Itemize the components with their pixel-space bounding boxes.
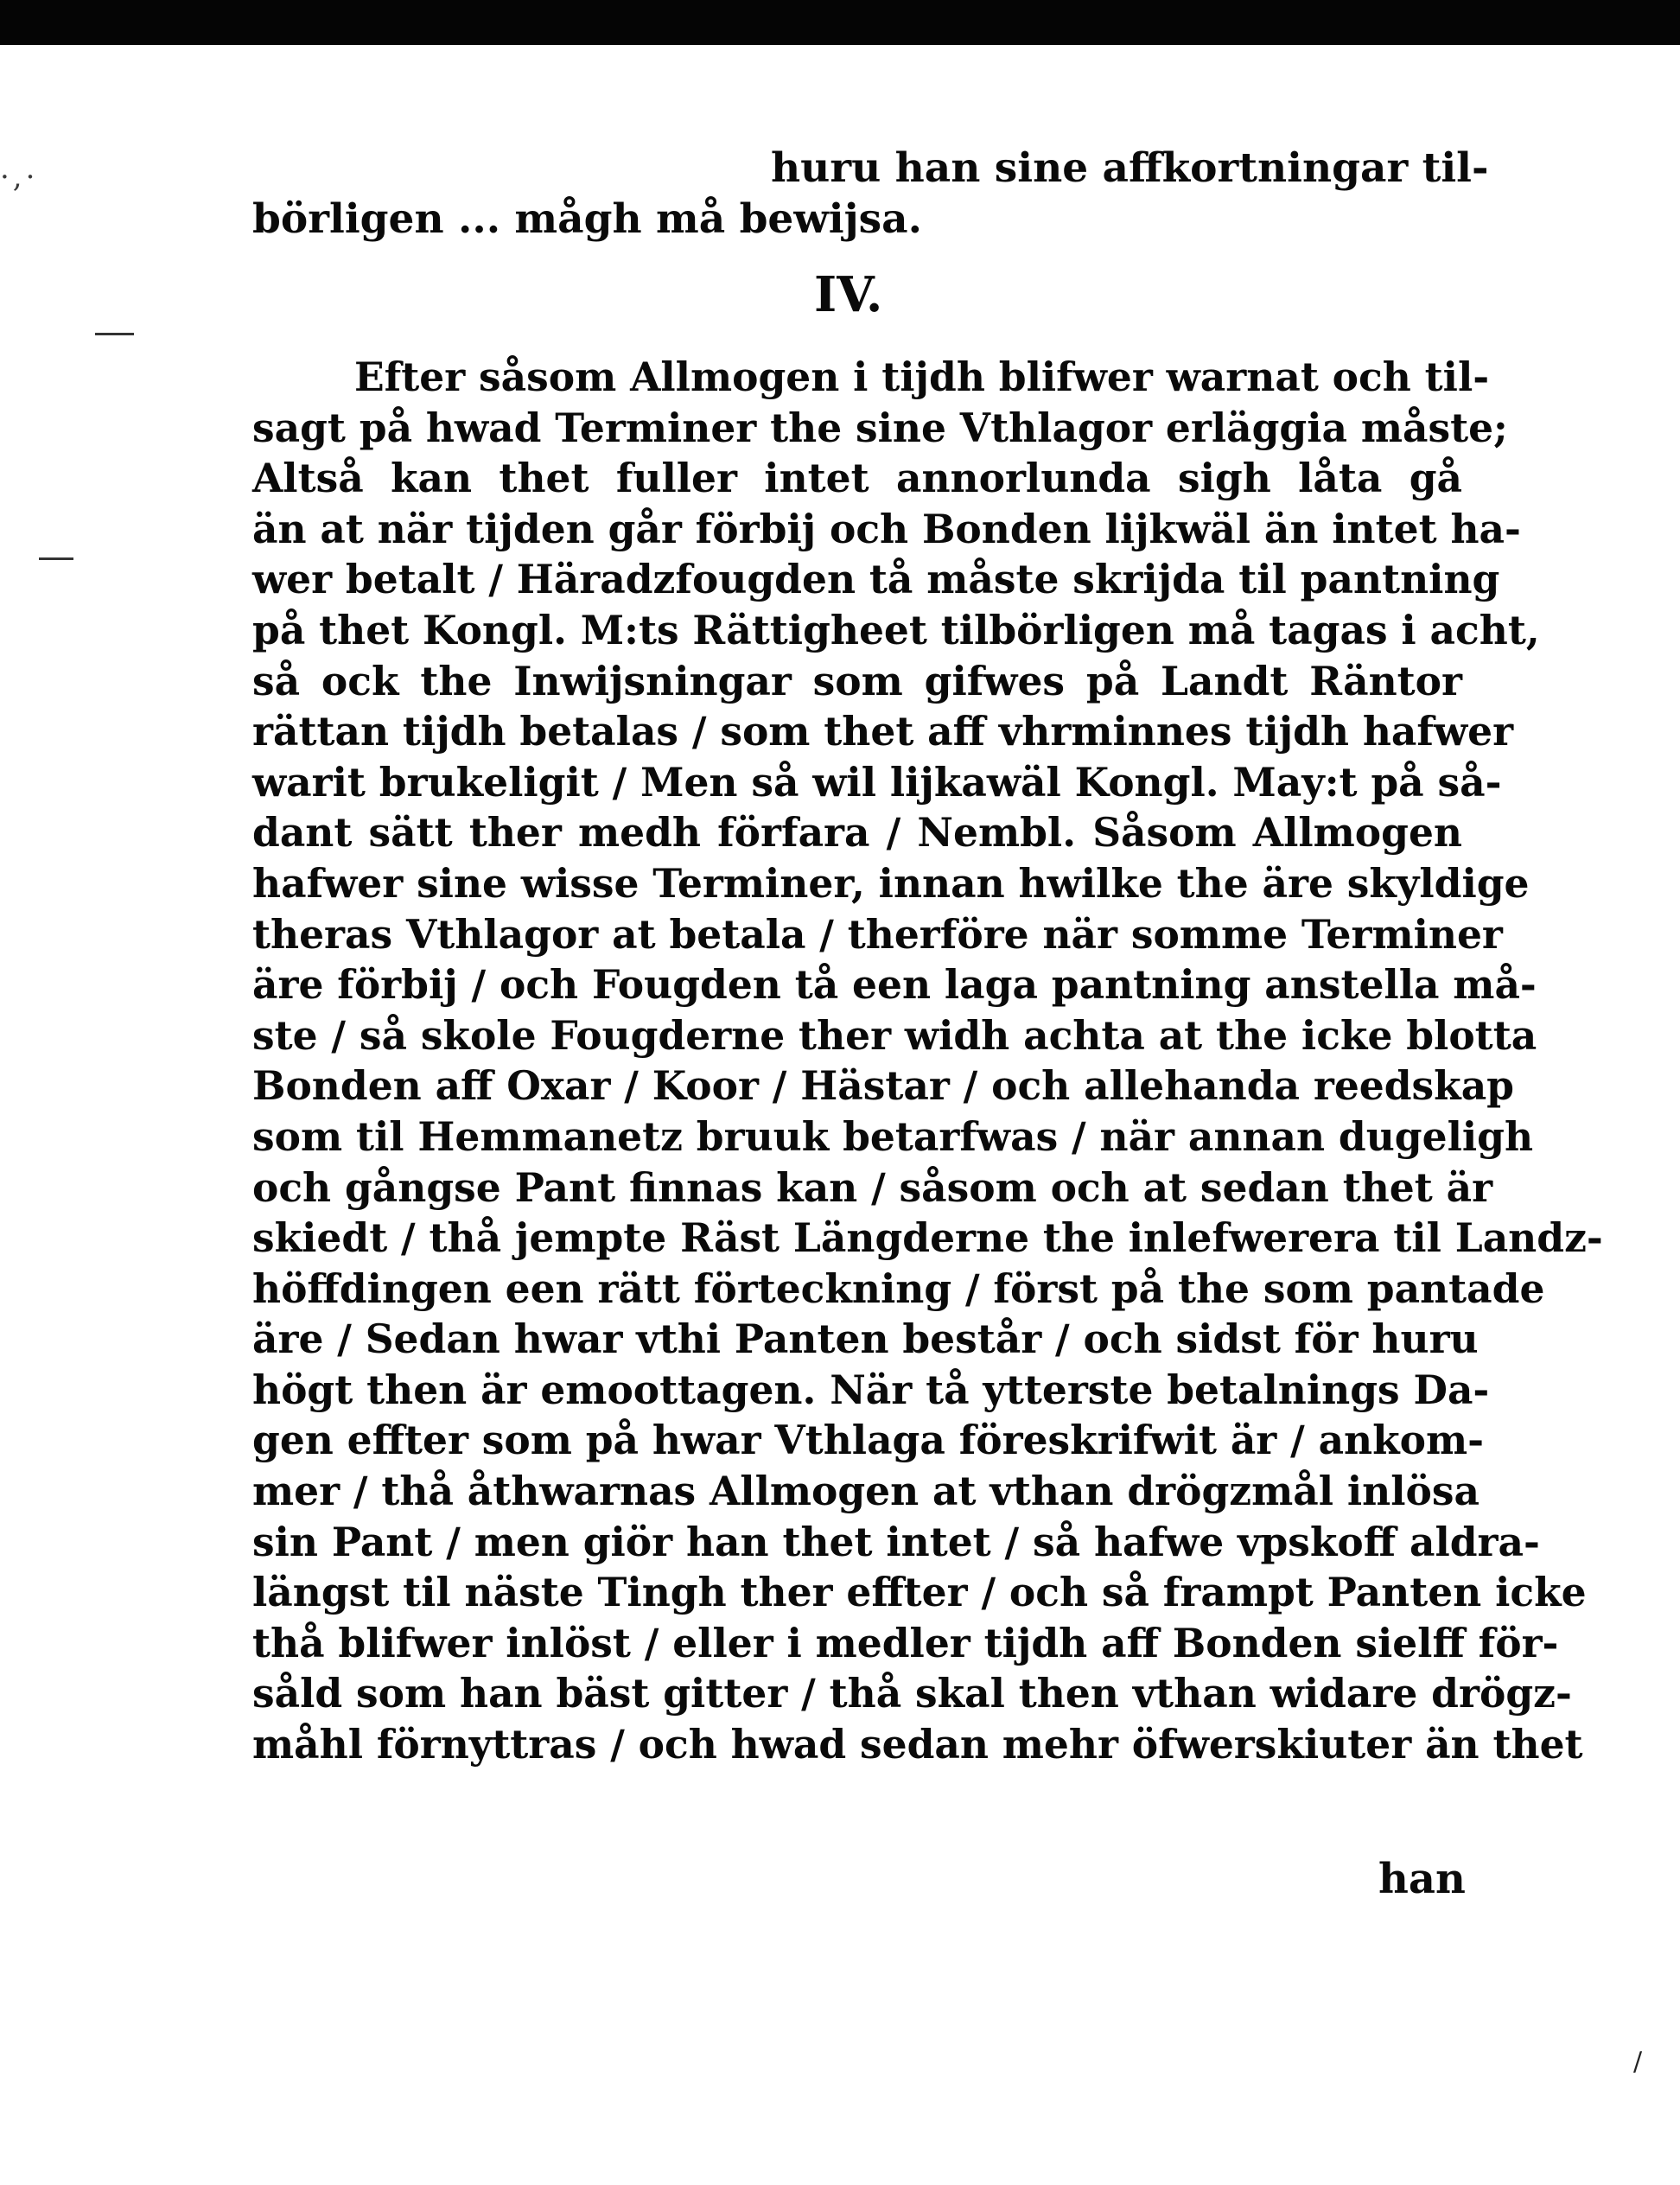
margin-dash [95, 333, 134, 335]
paragraph-line: sagt på hwad Terminer the sine Vthlagor erläggia måste; [252, 404, 1508, 451]
paragraph-line: så ock the Inwijsningar som gifwes på Landt Räntor [252, 657, 1462, 704]
scan-artifact-mark: / [1633, 2047, 1643, 2077]
paragraph-line: Efter såsom Allmogen i tijdh blifwer warnat och til- [354, 354, 1490, 400]
paragraph-line: skiedt / thå jempte Räst Längderne the inlefwerera til Landz- [252, 1214, 1603, 1262]
section-paragraph [252, 352, 1603, 1770]
paragraph-line: gen effter som på hwar Vthlaga föreskrifwit är / ankom- [252, 1417, 1485, 1464]
paragraph-line: än at när tijden går förbij och Bonden lijkwäl än intet ha- [252, 505, 1521, 552]
margin-dash [39, 557, 73, 560]
paragraph-line: längst til näste Tingh ther effter / och så frampt Panten icke [252, 1569, 1587, 1616]
paragraph-line: högt then är emoottagen. När tå ytterste betalnings Da- [252, 1366, 1490, 1413]
margin-smudge: ·,· [0, 160, 39, 194]
paragraph-line: äre förbij / och Fougden tå een laga pantning anstella må- [252, 961, 1537, 1009]
continued-text-line: huru han sine affkortningar til- [771, 144, 1489, 192]
paragraph-line: warit brukeligit / Men så wil lijkawäl Kongl. May:t på så- [252, 758, 1502, 806]
paragraph-line: wer betalt / Häradzfougden tå måste skrijda til pantning [252, 556, 1500, 603]
paragraph-line: thå blifwer inlöst / eller i medler tijdh aff Bonden sielff för- [252, 1619, 1559, 1666]
catchword: han [1378, 1855, 1466, 1903]
section-number: IV. [814, 266, 883, 323]
paragraph-line: ste / så skole Fougderne ther widh achta at the icke blotta [252, 1011, 1537, 1059]
paragraph-line: theras Vthlagor at betala / therföre när somme Terminer [252, 910, 1503, 958]
paragraph-line: på thet Kongl. M:ts Rättigheet tilbörligen må tagas i acht, [252, 606, 1540, 653]
paragraph-line: höffdingen een rätt förteckning / först på the som pantade [252, 1264, 1545, 1312]
paragraph-line: måhl förnyttras / och hwad sedan mehr öfwerskiuter än thet [252, 1721, 1583, 1768]
paragraph-line: och gångse Pant finnas kan / såsom och at sedan thet är [252, 1163, 1493, 1211]
paragraph-line: som til Hemmanetz bruuk betarfwas / när annan dugeligh [252, 1112, 1534, 1160]
paragraph-line: dant sätt ther medh förfara / Nembl. Såsom Allmogen [252, 809, 1462, 857]
continued-text-line: börligen ... mågh må bewijsa. [252, 195, 922, 243]
printed-page [252, 143, 1603, 1770]
paragraph-line: Bonden aff Oxar / Koor / Hästar / och allehanda reedskap [252, 1062, 1514, 1110]
scan-top-border [0, 0, 1680, 45]
paragraph-line: äre / Sedan hwar vthi Panten består / och sidst för huru [252, 1315, 1479, 1363]
paragraph-line: såld som han bäst gitter / thå skal then vthan widare drögz- [252, 1670, 1572, 1717]
paragraph-line: hafwer sine wisse Terminer, innan hwilke the äre skyldige [252, 859, 1530, 907]
paragraph-line: mer / thå åthwarnas Allmogen at vthan drögzmål inlösa [252, 1468, 1480, 1515]
paragraph-line: rättan tijdh betalas / som thet aff vhrminnes tijdh hafwer [252, 708, 1514, 755]
paragraph-line: Altså kan thet fuller intet annorlunda sigh låta gå [252, 455, 1462, 502]
paragraph-line: sin Pant / men giör han thet intet / så hafwe vpskoff aldra- [252, 1518, 1540, 1565]
